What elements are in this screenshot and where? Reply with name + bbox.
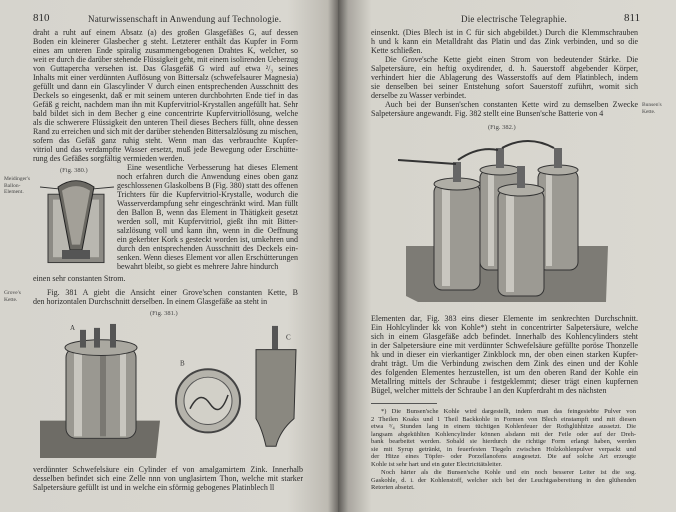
- text-line: desselben befindet sich eine Zelle nnn von unglasirtem Thon, welche mit starker: [33, 474, 303, 483]
- text-line: Kohle ist sehr hart und ein guter Electricitätsleiter.: [371, 460, 503, 468]
- text-line: derselbe zu Wasser verbindet.: [371, 91, 467, 100]
- text-line: hk und in dieser ein vierkantiger Zinkblock mn, der oben einen starken Kupfer-: [371, 350, 638, 359]
- text-line: der Hitze eines Töpfer- oder Porzellanofens ausgesetzt. Die auf solche Art erzeugte: [371, 453, 636, 460]
- text-line: Salpetersäure, ein heftig oxydirender, d. h. Sauerstoff abgebender Körper,: [371, 64, 638, 73]
- text-line: sie denselben bei seiner Entstehung sofort Sauerstoff zuführt, womit sich: [371, 82, 638, 91]
- margin-note: Meidinger's Ballon-Element.: [4, 176, 31, 195]
- text-line: vitriol und das verdampfte Wasser ersetzt, muß jede Bewegung oder Erschütte-: [33, 145, 298, 154]
- footnote: [371, 469, 636, 492]
- text-line: den Ballon B, wenn das Element in Thätigkeit gesetzt: [117, 208, 298, 217]
- text-line: Gefäß g reicht, nachdem man ihn mit Kupfervitriol-Krystallen angefüllt hat. Sehr: [33, 100, 298, 109]
- text-line: Trichters für die Kupfervitriol-Krystalle, wodurch die: [117, 190, 298, 199]
- text-line: werden soll, mit Kupfervitriol, gießt ihn mit Bitter-: [117, 217, 298, 226]
- fig381-grove-cell: [40, 320, 310, 460]
- text-line: rung des Gefäßes sorgfältig vermieden werden.: [33, 154, 185, 163]
- text-line: Elementen dar, Fig. 383 eins dieser Elemente im senkrechten Durchschnitt.: [371, 314, 638, 323]
- text-line: Gaskohle, d. i. der Kohlenstoff, welcher sich bei der Leuchtgasbereitung in den glühenden: [371, 476, 636, 484]
- text-line: einsenkt. (Dies Blech ist in C für sich abgebildet.) Durch die Klemmschrauben: [371, 28, 638, 37]
- figure-label: A: [70, 323, 76, 332]
- paragraph: [371, 100, 638, 118]
- text-line: draht trägt. Um die Verbindung zwischen dem Zink des einen und der Kohle: [371, 359, 638, 368]
- text-line: Noch härter als die Bunsen'sche Kohle und ein noch besserer Leiter ist die sog.: [381, 469, 636, 476]
- text-line: Ein Hohlcylinder kk von Kohle*) steht in concentrirter Salpetersäure, welche: [371, 323, 638, 332]
- text-line: verhindert hier die Ablagerung des Wasserstoffs auf dem Platinblech, indem: [371, 73, 638, 82]
- paragraph: [371, 28, 638, 55]
- text-line: Retorten absetzt.: [371, 484, 415, 491]
- text-line: Deckels so eingesenkt, daß er mit seinem unteren durchbohrten Ende tief in das: [33, 91, 298, 100]
- figure-label: B: [180, 359, 185, 368]
- text-line: des folgenden Elementes herzustellen, ist um den oberen Rand der Kohle ein: [371, 368, 638, 377]
- text-line: *) Die Bunsen'sche Kohle wird dargestellt, indem man das feingesiebte Pulver von: [381, 408, 636, 415]
- figure-caption: (Fig. 382.): [488, 124, 516, 131]
- paragraph: [33, 288, 298, 306]
- text-line: Auch bei der Bunsen'schen constanten Kette wird zu demselben Zwecke: [385, 100, 638, 109]
- text-line: verdünnter Schwefelsäure ein Cylinder ef von amalgamirtem Zink. Innerhalb: [33, 465, 303, 474]
- margin-note: Grove's Kette.: [4, 290, 21, 303]
- text-line: bank bearbeitet werden. Sobald sie hierdurch die richtige Form erlangt haben, werden: [371, 438, 636, 445]
- paragraph: [33, 28, 298, 163]
- margin-note: Bunsen's Kette.: [642, 102, 662, 115]
- figure-caption: (Fig. 380.): [60, 167, 88, 174]
- text-line: den horizontalen Durchschnitt derselben. In einem Glasgefäße aa steht in: [33, 297, 268, 306]
- text-line: Salpetersäure angewandt. Fig. 382 stellt eine Bunsen'sche Batterie von 4: [371, 109, 604, 118]
- text-line: etwa ³/₄ Stunden lang in einem tüchtigen Kohlenfeuer der Rothglühhitze aussetzt. Die: [371, 423, 636, 430]
- text-line: langsam abgekühlten Kohlencylinder können alsdann mit der Feile oder auf der Dreh-: [371, 430, 636, 438]
- text-line: sie mit Syrup getränkt, in feuerfesten Tiegeln zwischen Holzkohlenpulver verpackt und: [371, 445, 636, 453]
- page-number: 810: [33, 12, 50, 24]
- figure-caption: (Fig. 381.): [150, 310, 178, 317]
- text-line: bald bildet sich in dem Becher g eine concentrirte Kupfervitriollösung, welche: [33, 109, 298, 118]
- text-line: Fig. 381 A giebt die Ansicht einer Grove'schen constanten Kette, B: [47, 288, 298, 297]
- text-line: 2 Theilen Koaks und 1 Theil Backkohle in Formen von Blech einstampft und mit diesen: [371, 415, 636, 423]
- text-line: durch den entsprechenden Ausschnitt des Deckels ein-: [117, 244, 298, 253]
- text-line: gefüllt und dann ein Glascylinder V durch einen entsprechenden Ausschnitt des: [33, 82, 298, 91]
- fig380-meidinger-element: [40, 178, 115, 268]
- text-line: Bügel, welcher mittels der Schraube l an den Kupferdraht m des nächsten: [371, 386, 607, 395]
- text-line: in der Salpetersäure eine mit verdünnter Schwefelsäure gefüllte poröse Thonzelle: [371, 341, 638, 350]
- figure-label: C: [286, 333, 291, 342]
- text-line: Salpetersäure gefüllt ist und in welche ein sförmig gebogenes Platinblech ll: [33, 483, 275, 492]
- right-page: [338, 0, 676, 512]
- text-line: Inhalts mit einer verdünnten Auflösung von Bittersalz (schwefelsaurer Magnesia): [33, 73, 298, 82]
- text-line: draht a ruht auf einem Absatz (a) des großen Glasgefäßes G, auf dessen: [33, 28, 298, 37]
- fig382-bunsen-battery: [398, 136, 613, 306]
- text-line: ein gekerbter Kork s gesteckt worden ist, umkehren und: [117, 235, 298, 244]
- text-line: bewahrt bleibt, so giebt es mehrere Jahre hindurch: [117, 262, 279, 271]
- paragraph: [371, 55, 638, 100]
- running-head: Die electrische Telegraphie.: [461, 14, 568, 24]
- text-line: Die Grove'sche Kette giebt einen Strom von bedeutender Stärke. Die: [385, 55, 638, 64]
- paragraph: [371, 314, 638, 395]
- text-line: senken. Wenn dieses Element vor allen Erschütterungen: [117, 253, 298, 262]
- text-line: sich in einem Glasgefäße adcb befindet. Innerhalb des Kohlencylinders steht: [371, 332, 638, 341]
- footnote-rule: [371, 403, 437, 404]
- text-line: als die schwerere Flüssigkeit den unteren Theil dieses Bechers füllt, ohne dessen: [33, 118, 298, 127]
- text-line: einen sehr constanten Strom.: [33, 274, 126, 283]
- text-line: Wasserverdampfung sehr eingeschränkt wird. Man füllt: [117, 199, 298, 208]
- text-line: Eine wesentliche Verbesserung hat dieses Element: [127, 163, 298, 172]
- text-line: von Guttapercha versehen ist. Das Glasgefäß G wird auf etwa ²/₃ seines: [33, 64, 298, 73]
- footnote: [371, 408, 636, 468]
- text-line: eines am unteren Ende spiralig zusammengebogenen Drahtes K, welcher, so: [33, 46, 298, 55]
- text-line: h und k kann ein Metalldraht das Platin und das Zink verbinden, und so die: [371, 37, 638, 46]
- paragraph: [33, 465, 303, 492]
- text-line: weit er durch die darüber stehende Flüssigkeit geht, mit einem isolirenden Ueberzug: [33, 55, 299, 64]
- page-number: 811: [624, 12, 641, 24]
- paragraph: [117, 163, 298, 271]
- text-line: Boden ein kleinerer Glasbecher g steht. Letzterer enthält das Kupfer in Form: [33, 37, 298, 46]
- text-line: Rand zu erreichen und sich mit der darüber stehenden Bittersalzlösung zu mischen,: [33, 127, 298, 136]
- running-head: Naturwissenschaft in Anwendung auf Technologie.: [88, 14, 282, 24]
- text-line: sofern das Gefäß ganz ruhig steht. Wenn man das verbrauchte Kupfer-: [33, 136, 298, 145]
- text-line: Metallring mittels der Schraube i festgeklemmt; dieser trägt einen kupfernen: [371, 377, 638, 386]
- paragraph-end: [33, 274, 233, 283]
- text-line: noch erfahren durch die Anwendung eines oben ganz: [117, 172, 298, 181]
- text-line: salzlösung voll und kann ihn, wenn in die Oeffnung: [117, 226, 298, 235]
- text-line: geschlossenen Glaskolbens B (Fig. 380) statt des offenen: [117, 181, 298, 190]
- text-line: Kette schließen.: [371, 46, 423, 55]
